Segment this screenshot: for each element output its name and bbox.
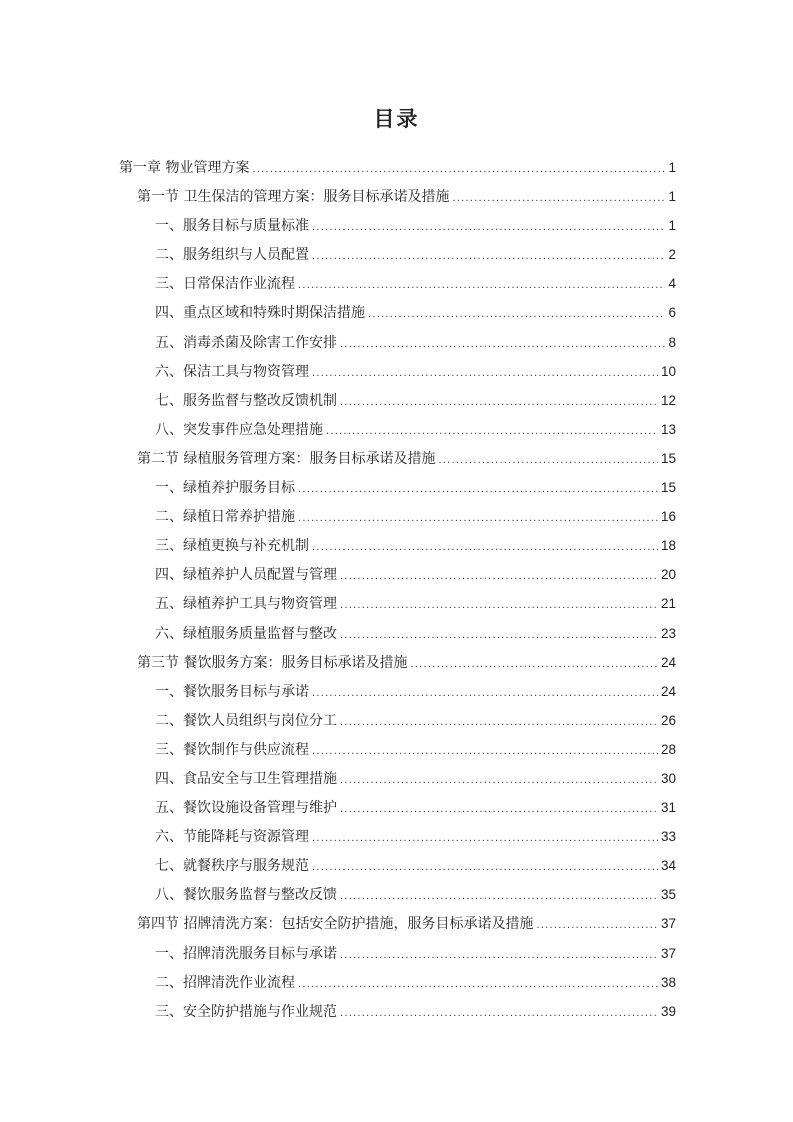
dot-leader: [438, 454, 658, 466]
toc-entry-page-number: 20: [660, 567, 676, 583]
toc-item-entry[interactable]: [119, 564, 676, 593]
dot-leader: [298, 978, 658, 990]
dot-leader: [340, 774, 658, 786]
toc-item-entry[interactable]: [119, 710, 676, 739]
toc-item-entry[interactable]: [119, 884, 676, 913]
dot-leader: [410, 658, 658, 670]
toc-entry-page-number: 1: [668, 189, 676, 205]
toc-entry-label: 三、绿植更换与补充机制: [155, 538, 309, 555]
toc-entry-label: 五、绿植养护工具与物资管理: [155, 596, 337, 613]
toc-entry-label: 一、绿植养护服务目标: [155, 480, 295, 497]
toc-entry-page-number: 1: [668, 218, 676, 234]
toc-item-entry[interactable]: [119, 302, 676, 331]
dot-leader: [340, 1007, 658, 1019]
toc-entry-label: 四、重点区域和特殊时期保洁措施: [155, 305, 365, 322]
dot-leader: [340, 890, 658, 902]
toc-entry-label: 第二节 绿植服务管理方案：服务目标承诺及措施: [137, 450, 436, 467]
toc-title: 目录: [373, 107, 420, 131]
toc-entry-page-number: 15: [660, 480, 676, 496]
toc-entry-page-number: 30: [660, 770, 676, 786]
toc-section-entry[interactable]: [119, 913, 676, 942]
toc-entry-label: 二、招牌清洗作业流程: [155, 974, 295, 991]
toc-item-entry[interactable]: [119, 419, 676, 448]
toc-entry-label: 八、突发事件应急处理措施: [155, 421, 323, 438]
toc-item-entry[interactable]: [119, 768, 676, 797]
dot-leader: [312, 745, 658, 757]
dot-leader: [312, 861, 658, 873]
dot-leader: [340, 338, 665, 350]
toc-entry-page-number: 18: [660, 538, 676, 554]
toc-item-entry[interactable]: [119, 593, 676, 622]
dot-leader: [340, 396, 658, 408]
toc-entry-label: 二、服务组织与人员配置: [155, 247, 309, 264]
toc-entry-page-number: 4: [668, 276, 676, 292]
toc-entry-page-number: 8: [668, 334, 676, 350]
dot-leader: [536, 919, 658, 931]
dot-leader: [298, 279, 665, 291]
toc-item-entry[interactable]: [119, 826, 676, 855]
dot-leader: [452, 192, 665, 204]
dot-leader: [340, 570, 658, 582]
toc-entry-page-number: 28: [660, 741, 676, 757]
toc-entry-page-number: 23: [660, 625, 676, 641]
dot-leader: [298, 512, 658, 524]
toc-item-entry[interactable]: [119, 1001, 676, 1030]
toc-item-entry[interactable]: [119, 797, 676, 826]
toc-entry-page-number: 33: [660, 829, 676, 845]
toc-item-entry[interactable]: [119, 506, 676, 535]
toc-entry-label: 六、保洁工具与物资管理: [155, 363, 309, 380]
toc-entry-page-number: 1: [668, 160, 676, 175]
toc-entry-page-number: 26: [660, 712, 676, 728]
toc-entry-label: 四、绿植养护人员配置与管理: [155, 567, 337, 584]
toc-entry-label: 第一节 卫生保洁的管理方案：服务目标承诺及措施: [137, 189, 450, 206]
dot-leader: [340, 599, 658, 611]
toc-entry-page-number: 6: [668, 305, 676, 321]
dot-leader: [252, 163, 665, 175]
toc-entry-label: 二、绿植日常养护措施: [155, 509, 295, 526]
dot-leader: [312, 541, 658, 553]
toc-entry-page-number: 39: [660, 1003, 676, 1019]
dot-leader: [340, 629, 658, 641]
dot-leader: [368, 308, 665, 320]
toc-item-entry[interactable]: [119, 535, 676, 564]
toc-item-entry[interactable]: [119, 215, 676, 244]
toc-entry-page-number: 24: [660, 683, 676, 699]
toc-entry-label: 四、食品安全与卫生管理措施: [155, 770, 337, 787]
toc-item-entry[interactable]: [119, 623, 676, 652]
toc-entry-label: 五、餐饮设施设备管理与维护: [155, 800, 337, 817]
toc-entry-label: 七、就餐秩序与服务规范: [155, 858, 309, 875]
toc-entry-page-number: 10: [660, 363, 676, 379]
toc-entry-label: 五、消毒杀菌及除害工作安排: [155, 334, 337, 351]
toc-entry-page-number: 21: [660, 596, 676, 612]
dot-leader: [340, 803, 658, 815]
toc-entry-label: 第三节 餐饮服务方案：服务目标承诺及措施: [137, 654, 408, 671]
toc-section-entry[interactable]: [119, 652, 676, 681]
toc-entry-page-number: 2: [668, 247, 676, 263]
toc-item-entry[interactable]: [119, 739, 676, 768]
toc-entry-label: 第四节 招牌清洗方案：包括安全防护措施，服务目标承诺及措施: [137, 916, 534, 933]
toc-section-entry[interactable]: [119, 448, 676, 477]
toc-section-entry[interactable]: [119, 186, 676, 215]
toc-entry-page-number: 24: [660, 654, 676, 670]
toc-entry-label: 一、招牌清洗服务目标与承诺: [155, 945, 337, 962]
toc-chapter-entry[interactable]: [119, 157, 676, 186]
toc-entry-page-number: 37: [660, 945, 676, 961]
toc-item-entry[interactable]: [119, 972, 676, 1001]
dot-leader: [340, 716, 658, 728]
toc-entry-page-number: 37: [660, 916, 676, 932]
toc-entry-page-number: 15: [660, 450, 676, 466]
toc-item-entry[interactable]: [119, 943, 676, 972]
dot-leader: [340, 949, 658, 961]
toc-item-entry[interactable]: [119, 361, 676, 390]
dot-leader: [298, 483, 658, 495]
toc-item-entry[interactable]: [119, 477, 676, 506]
toc-entry-page-number: 34: [660, 858, 676, 874]
toc-item-entry[interactable]: [119, 855, 676, 884]
toc-entry-label: 六、绿植服务质量监督与整改: [155, 625, 337, 642]
toc-entry-page-number: 31: [660, 800, 676, 816]
toc-item-entry[interactable]: [119, 273, 676, 302]
toc-entry-label: 八、餐饮服务监督与整改反馈: [155, 887, 337, 904]
toc-entry-page-number: 35: [660, 887, 676, 903]
dot-leader: [312, 221, 665, 233]
toc-item-entry[interactable]: [119, 332, 676, 361]
dot-leader: [312, 687, 658, 699]
toc-entry-page-number: 38: [660, 974, 676, 990]
toc-entry-label: 七、服务监督与整改反馈机制: [155, 392, 337, 409]
toc-item-entry[interactable]: [119, 244, 676, 273]
toc-entry-label: 一、餐饮服务目标与承诺: [155, 683, 309, 700]
toc-entry-page-number: 13: [660, 421, 676, 437]
dot-leader: [312, 367, 658, 379]
toc-item-entry[interactable]: [119, 681, 676, 710]
toc-entry-label: 三、餐饮制作与供应流程: [155, 741, 309, 758]
toc-entry-page-number: 16: [660, 509, 676, 525]
table-of-contents: [119, 157, 676, 1030]
toc-item-entry[interactable]: [119, 390, 676, 419]
toc-entry-label: 六、节能降耗与资源管理: [155, 829, 309, 846]
dot-leader: [326, 425, 658, 437]
toc-entry-label: 二、餐饮人员组织与岗位分工: [155, 712, 337, 729]
toc-entry-page-number: 12: [660, 392, 676, 408]
toc-entry-label: 三、安全防护措施与作业规范: [155, 1003, 337, 1020]
toc-entry-label: 一、服务目标与质量标准: [155, 218, 309, 235]
toc-entry-label: 三、日常保洁作业流程: [155, 276, 295, 293]
toc-entry-label: 第一章 物业管理方案: [119, 160, 250, 176]
dot-leader: [312, 250, 665, 262]
dot-leader: [312, 832, 658, 844]
